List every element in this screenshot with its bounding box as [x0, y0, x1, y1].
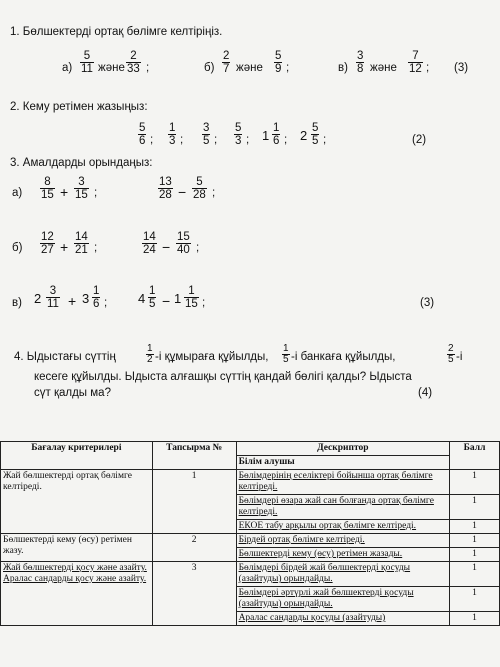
q3-c1-whole-1: 2 [34, 291, 42, 306]
q3-a2-op: − [178, 184, 187, 200]
q3-points: (3) [420, 297, 435, 309]
q2-mixed-1-whole: 1 [262, 128, 270, 143]
q1-title: 1. Бөлшектерді ортақ бөлімге келтіріңіз. [10, 26, 223, 38]
q3-sep: ; [104, 297, 108, 309]
rubric-score: 1 [450, 495, 500, 520]
rubric-task-3: 3 [152, 562, 236, 626]
q2-sep: ; [246, 134, 250, 146]
q3-b2-op: − [162, 239, 171, 255]
q1-c-fraction-1: $\frac{3}{8}$ [357, 50, 364, 75]
q3-sep: ; [202, 297, 206, 309]
q1-c-fraction-2: $\frac{7}{12}$ [409, 50, 422, 75]
q2-fraction-3: $\frac{3}{5}$ [203, 122, 210, 147]
q3-c-label: в) [12, 297, 22, 309]
rubric-score: 1 [450, 612, 500, 626]
rubric-row [1, 534, 500, 548]
q3-b1-fraction-2: $\frac{14}{21}$ [75, 231, 88, 256]
q3-sep: ; [94, 242, 98, 254]
rubric-task-1: 1 [152, 470, 236, 534]
q4-line-2: кесеге құйылды. Ыдыста алғашқы сүттің қандай бөлігі қалды? Ыдыста [34, 371, 412, 383]
q3-b2-fraction-1: $\frac{14}{24}$ [143, 231, 156, 256]
q3-c2-whole-2: 1 [174, 291, 182, 306]
rubric-descriptor: Бөлімдері өзара жай сан болғанда ортақ бөлімге келтіреді. [236, 495, 449, 520]
rubric-criteria-1: Жай бөлшектерді ортақ бөлімге келтіреді. [1, 470, 153, 534]
q3-a-label: а) [12, 187, 23, 199]
rubric-score: 1 [450, 562, 500, 587]
q4-fraction-2: $\frac{1}{5}$ [283, 343, 289, 365]
rubric-header-row [1, 442, 500, 456]
q3-c1-op: + [68, 293, 77, 309]
q2-mixed-2-whole: 2 [300, 128, 308, 143]
assessment-rubric-table [0, 441, 500, 626]
q2-title: 2. Кему ретімен жазыңыз: [10, 101, 148, 113]
q3-sep: ; [196, 242, 200, 254]
q1-c-sep: ; [426, 62, 430, 74]
q3-a2-fraction-1: $\frac{13}{28}$ [159, 176, 172, 201]
q3-b1-fraction-1: $\frac{12}{27}$ [41, 231, 54, 256]
q1-c-and: және [370, 62, 397, 74]
rubric-score: 1 [450, 534, 500, 548]
q2-sep: ; [284, 134, 288, 146]
q1-a-sep: ; [146, 62, 150, 74]
rubric-header-criteria: Бағалау критерилері [1, 442, 153, 470]
q1-b-sep: ; [286, 62, 290, 74]
q2-points: (2) [412, 134, 427, 146]
q1-b-fraction-1: $\frac{2}{7}$ [223, 50, 230, 75]
q2-mixed-1-fraction: $\frac{1}{6}$ [273, 122, 280, 147]
q4-fraction-3: $\frac{2}{5}$ [448, 343, 454, 365]
q3-c1-fraction-2: $\frac{1}{6}$ [93, 285, 100, 310]
rubric-header-score: Балл [450, 442, 500, 470]
q3-c2-fraction-1: $\frac{1}{5}$ [149, 285, 156, 310]
q3-b1-op: + [60, 239, 69, 255]
q4-part-4: -і [456, 351, 463, 363]
q2-fraction-4: $\frac{5}{3}$ [235, 122, 242, 147]
q2-sep: ; [323, 134, 327, 146]
q1-b-fraction-2: $\frac{5}{9}$ [275, 50, 282, 75]
q4-part-1: 4. Ыдыстағы сүттің [14, 351, 116, 363]
q1-a-fraction-2: $\frac{2}{33}$ [127, 50, 140, 75]
q1-b-label: б) [204, 62, 215, 74]
rubric-row [1, 470, 500, 495]
rubric-score: 1 [450, 470, 500, 495]
rubric-descriptor: Бөлімдерінің еселіктері бойынша ортақ бөлімге келтіреді. [236, 470, 449, 495]
rubric-header-task: Тапсырма № [152, 442, 236, 470]
q3-sep: ; [94, 187, 98, 199]
q1-c-label: в) [338, 62, 348, 74]
q3-c2-op: − [162, 293, 171, 309]
q4-line-3: сүт қалды ма? [34, 387, 111, 399]
q3-a1-op: + [60, 184, 69, 200]
q1-points: (3) [454, 62, 469, 74]
rubric-task-2: 2 [152, 534, 236, 562]
q2-fraction-2: $\frac{1}{3}$ [169, 122, 176, 147]
q1-a-label: а) [62, 62, 73, 74]
q2-sep: ; [150, 134, 154, 146]
rubric-criteria-3 [1, 562, 153, 626]
rubric-descriptor: ЕКОЕ табу арқылы ортақ бөлімге келтіреді. [236, 520, 449, 534]
q4-part-3: -і банкаға құйылды, [291, 351, 396, 363]
rubric-descriptor: Аралас сандарды қосуды (азайтуды) [236, 612, 449, 626]
q4-points: (4) [418, 387, 433, 399]
q3-a1-fraction-1: $\frac{8}{15}$ [41, 176, 54, 201]
q3-b2-fraction-2: $\frac{15}{40}$ [177, 231, 190, 256]
q1-a-and: және [98, 62, 125, 74]
rubric-criteria-2: Бөлшектерді кему (өсу) ретімен жазу. [1, 534, 153, 562]
q3-c1-fraction-1: $\frac{3}{11}$ [47, 285, 59, 310]
rubric-criteria-3b: Аралас сандарды қосу және азайту. [3, 574, 147, 584]
q4-part-2: -і құмыраға құйылды, [155, 351, 269, 363]
q3-c2-whole-1: 4 [138, 291, 146, 306]
q2-sep: ; [180, 134, 184, 146]
rubric-descriptor: Бірдей ортақ бөлімге келтіреді. [236, 534, 449, 548]
q3-title: 3. Амалдарды орындаңыз: [10, 157, 153, 169]
q3-a1-fraction-2: $\frac{3}{15}$ [75, 176, 88, 201]
rubric-descriptor: Бөлшектерді кему (өсу) ретімен жазады. [236, 548, 449, 562]
q2-sep: ; [214, 134, 218, 146]
q1-a-fraction-1: $\frac{5}{11}$ [81, 50, 93, 75]
rubric-score: 1 [450, 548, 500, 562]
rubric-header-learner: Білім алушы [236, 456, 449, 470]
rubric-criteria-3a: Жай бөлшектерді қосу және азайту. [3, 563, 147, 573]
q3-sep: ; [212, 187, 216, 199]
rubric-descriptor: Бөлімдері бірдей жай бөлшектерді қосуды (азайтуды) орындайды. [236, 562, 449, 587]
rubric-score: 1 [450, 520, 500, 534]
q3-c1-whole-2: 3 [82, 291, 90, 306]
q2-mixed-2-fraction: $\frac{5}{5}$ [312, 122, 319, 147]
q3-b-label: б) [12, 242, 23, 254]
rubric-header-descriptor: Дескриптор [236, 442, 449, 456]
q2-fraction-1: $\frac{5}{6}$ [139, 122, 146, 147]
rubric-descriptor: Бөлімдері әртүрлі жай бөлшектерді қосуды (азайтуды) орындайды. [236, 587, 449, 612]
q3-c2-fraction-2: $\frac{1}{15}$ [185, 285, 198, 310]
q4-fraction-1: $\frac{1}{2}$ [147, 343, 153, 365]
rubric-score: 1 [450, 587, 500, 612]
q1-b-and: және [236, 62, 263, 74]
rubric-row [1, 562, 500, 587]
q3-a2-fraction-2: $\frac{5}{28}$ [193, 176, 206, 201]
